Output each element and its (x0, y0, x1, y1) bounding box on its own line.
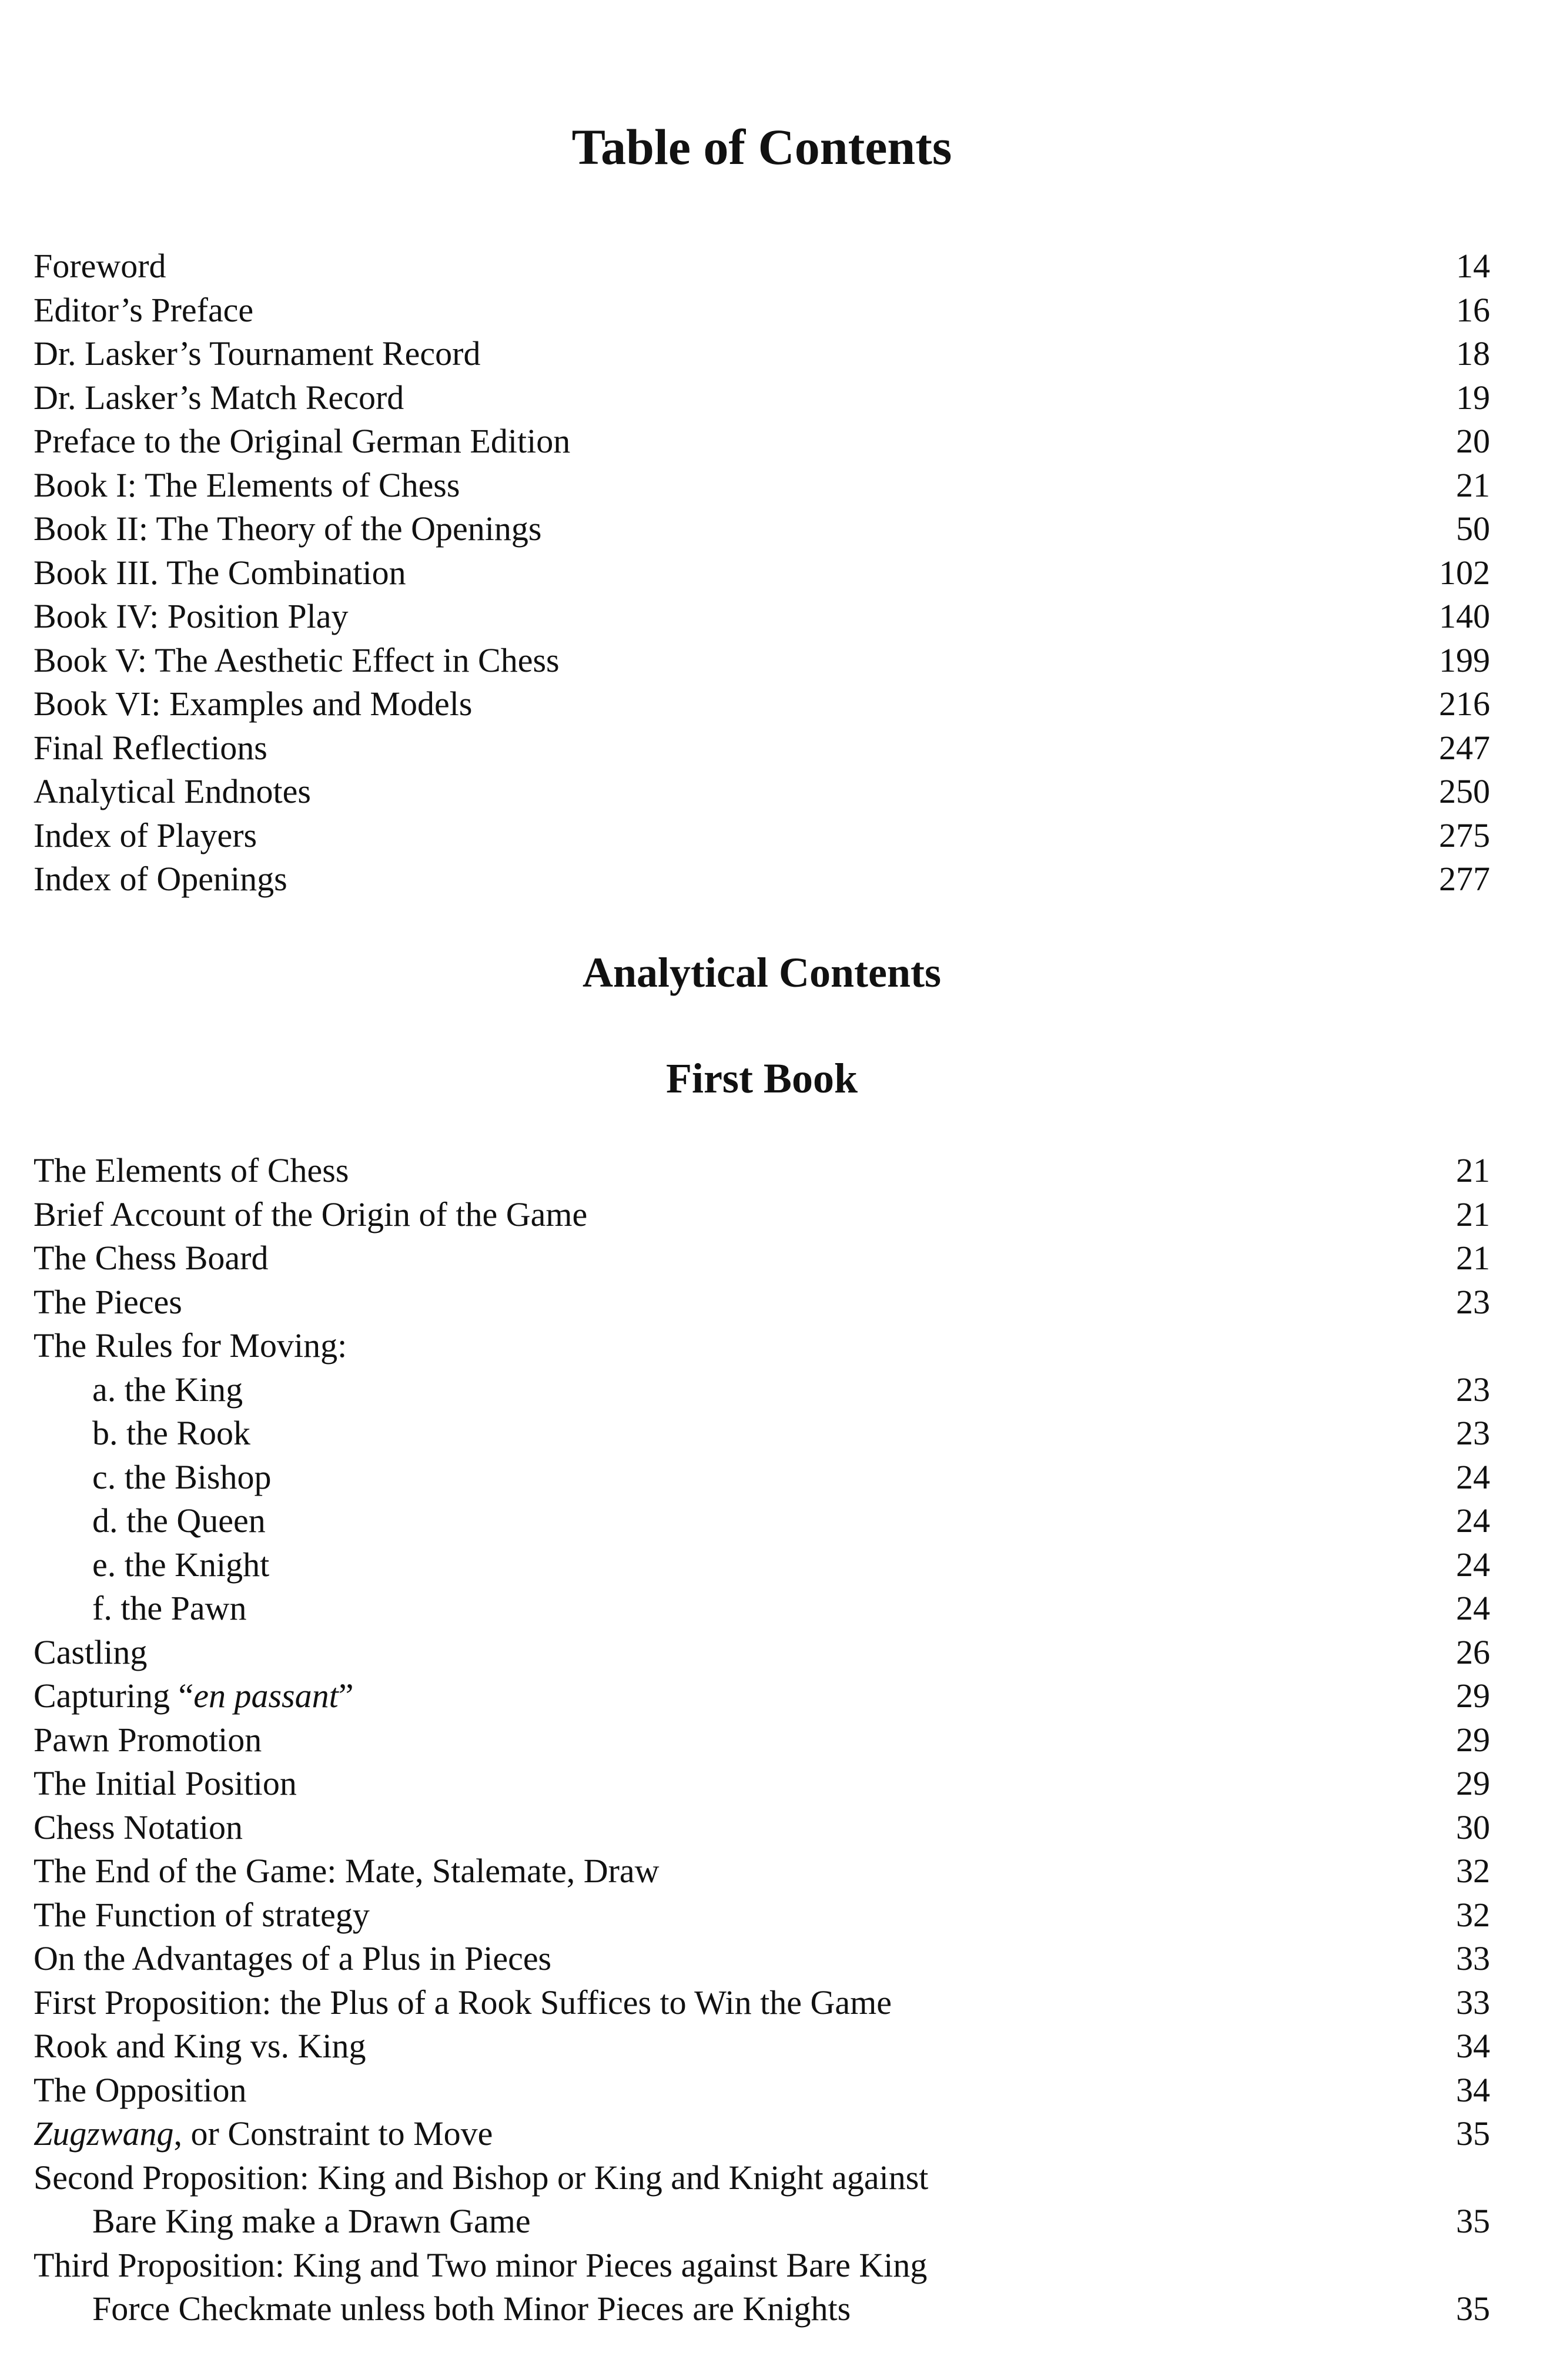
analytical-entry[interactable] (34, 1762, 1490, 1806)
entry-label: Chess Notation (34, 1808, 243, 1846)
entry-page-number: 102 (1439, 553, 1490, 592)
analytical-entry-continuation[interactable] (34, 2200, 1490, 2244)
entry-label: Brief Account of the Origin of the Game (34, 1195, 588, 1233)
entry-label: Book IV: Position Play (34, 597, 349, 635)
analytical-entry[interactable] (34, 2156, 1490, 2200)
entry-label: The End of the Game: Mate, Stalemate, Draw (34, 1852, 660, 1890)
analytical-subentry[interactable] (34, 1456, 1490, 1500)
analytical-entry[interactable] (34, 1718, 1490, 1762)
entry-page-number: 29 (1456, 1720, 1490, 1759)
analytical-entry[interactable] (34, 1631, 1490, 1675)
entry-label: Third Proposition: King and Two minor Pieces against Bare King (34, 2245, 928, 2284)
entry-label: Rook and King vs. King (34, 2027, 366, 2065)
entry-label: Force Checkmate unless both Minor Pieces are Knights (92, 2290, 851, 2328)
entry-page-number: 21 (1456, 1151, 1490, 1189)
entry-label: Book I: The Elements of Chess (34, 465, 460, 504)
analytical-entry[interactable] (34, 1193, 1490, 1237)
analytical-entry[interactable] (34, 1849, 1490, 1893)
entry-label: Bare King make a Drawn Game (92, 2202, 531, 2240)
entry-page-number: 34 (1456, 2070, 1490, 2109)
first-book-heading: First Book (665, 1055, 858, 1102)
toc-entry[interactable] (34, 639, 1490, 683)
toc-entry[interactable] (34, 551, 1490, 595)
entry-label: e. the Knight (92, 1545, 270, 1584)
entry-page-number: 247 (1439, 728, 1490, 767)
entry-label: The Chess Board (34, 1239, 269, 1277)
entry-page-number: 24 (1456, 1545, 1490, 1584)
analytical-entry[interactable] (34, 2244, 1490, 2288)
entry-label: Index of Openings (34, 860, 287, 898)
entry-label: Dr. Lasker’s Match Record (34, 378, 404, 417)
analytical-entry-continuation[interactable] (34, 2287, 1490, 2331)
analytical-entry[interactable] (34, 2112, 1490, 2156)
entry-page-number: 23 (1456, 1370, 1490, 1409)
entry-page-number: 277 (1439, 860, 1490, 898)
analytical-contents-title: Analytical Contents (583, 949, 941, 996)
entry-label: Analytical Endnotes (34, 772, 311, 810)
entry-page-number: 14 (1456, 247, 1490, 285)
entry-page-number: 16 (1456, 290, 1490, 329)
entry-label: Foreword (34, 247, 166, 285)
label-italic: en passant (193, 1677, 339, 1715)
entry-page-number: 35 (1456, 2114, 1490, 2153)
entry-label: The Opposition (34, 2070, 247, 2109)
toc-entry[interactable] (34, 507, 1490, 551)
toc-entry[interactable] (34, 289, 1490, 333)
entry-page-number: 23 (1456, 1414, 1490, 1452)
analytical-subentry[interactable] (34, 1587, 1490, 1631)
entry-page-number: 30 (1456, 1808, 1490, 1846)
entry-page-number: 24 (1456, 1501, 1490, 1540)
entry-label: Preface to the Original German Edition (34, 422, 571, 460)
entry-page-number: 20 (1456, 422, 1490, 460)
entry-page-number: 18 (1456, 334, 1490, 373)
entry-label: Castling (34, 1633, 148, 1671)
toc-entry[interactable] (34, 814, 1490, 858)
entry-page-number: 21 (1456, 1195, 1490, 1233)
entry-page-number: 50 (1456, 509, 1490, 548)
analytical-entry[interactable] (34, 1674, 1490, 1718)
entry-label: Editor’s Preface (34, 290, 254, 329)
entry-label: Final Reflections (34, 728, 267, 767)
entry-label: c. the Bishop (92, 1457, 272, 1496)
entry-label (34, 1674, 353, 1718)
toc-entry[interactable] (34, 420, 1490, 464)
toc-entry[interactable] (34, 244, 1490, 289)
label-suffix: , or Constraint to Move (173, 2114, 493, 2153)
analytical-entry[interactable] (34, 1806, 1490, 1850)
entry-page-number: 24 (1456, 1589, 1490, 1627)
entry-label: a. the King (92, 1370, 243, 1409)
entry-label: The Initial Position (34, 1764, 297, 1802)
toc-list (34, 244, 1490, 901)
entry-page-number: 19 (1456, 378, 1490, 417)
toc-entry[interactable] (34, 595, 1490, 639)
analytical-entry[interactable] (34, 1236, 1490, 1280)
entry-label: The Rules for Moving: (34, 1326, 347, 1365)
analytical-entry[interactable] (34, 2024, 1490, 2069)
entry-page-number: 21 (1456, 465, 1490, 504)
entry-page-number: 34 (1456, 2027, 1490, 2065)
entry-page-number: 32 (1456, 1895, 1490, 1934)
entry-page-number: 26 (1456, 1633, 1490, 1671)
entry-label: Second Proposition: King and Bishop or King and Knight against (34, 2158, 929, 2197)
entry-label: The Function of strategy (34, 1895, 370, 1934)
entry-label: Dr. Lasker’s Tournament Record (34, 334, 481, 373)
entry-label: Pawn Promotion (34, 1720, 262, 1759)
analytical-subentry[interactable] (34, 1499, 1490, 1543)
entry-page-number: 35 (1456, 2202, 1490, 2240)
entry-page-number: 33 (1456, 1983, 1490, 2022)
book-page (34, 0, 1490, 2380)
entry-label: b. the Rook (92, 1414, 251, 1452)
entry-page-number: 24 (1456, 1457, 1490, 1496)
entry-label: d. the Queen (92, 1501, 266, 1540)
toc-entry[interactable] (34, 857, 1490, 901)
entry-page-number: 199 (1439, 641, 1490, 679)
entry-label: Index of Players (34, 816, 257, 854)
entry-label: On the Advantages of a Plus in Pieces (34, 1939, 552, 1977)
analytical-entry[interactable] (34, 1893, 1490, 1937)
entry-label (34, 2112, 493, 2156)
table-of-contents-title: Table of Contents (571, 119, 952, 175)
entry-page-number: 140 (1439, 597, 1490, 635)
entry-label: The Elements of Chess (34, 1151, 349, 1189)
entry-label: First Proposition: the Plus of a Rook Suffices to Win the Game (34, 1983, 892, 2022)
analytical-entry[interactable] (34, 1324, 1490, 1368)
entry-page-number: 35 (1456, 2290, 1490, 2328)
entry-page-number: 275 (1439, 816, 1490, 854)
entry-page-number: 250 (1439, 772, 1490, 810)
analytical-contents-list (34, 1149, 1490, 2331)
toc-entry[interactable] (34, 332, 1490, 376)
label-italic: Zugzwang (34, 2114, 174, 2153)
toc-entry[interactable] (34, 464, 1490, 508)
entry-label: Book II: The Theory of the Openings (34, 509, 542, 548)
toc-entry[interactable] (34, 770, 1490, 814)
entry-label: The Pieces (34, 1282, 182, 1321)
entry-page-number: 23 (1456, 1282, 1490, 1321)
toc-entry[interactable] (34, 682, 1490, 726)
analytical-entry[interactable] (34, 1937, 1490, 1981)
analytical-subentry[interactable] (34, 1412, 1490, 1456)
analytical-entry[interactable] (34, 1149, 1490, 1193)
analytical-entry[interactable] (34, 1280, 1490, 1325)
toc-entry[interactable] (34, 376, 1490, 420)
analytical-entry[interactable] (34, 1981, 1490, 2025)
analytical-subentry[interactable] (34, 1543, 1490, 1587)
entry-label: f. the Pawn (92, 1589, 247, 1627)
analytical-subentry[interactable] (34, 1368, 1490, 1412)
entry-page-number: 32 (1456, 1852, 1490, 1890)
label-suffix: ” (338, 1677, 354, 1715)
entry-label: Book III. The Combination (34, 553, 406, 592)
entry-page-number: 216 (1439, 685, 1490, 723)
entry-page-number: 33 (1456, 1939, 1490, 1977)
toc-entry[interactable] (34, 726, 1490, 770)
analytical-entry[interactable] (34, 2069, 1490, 2113)
entry-page-number: 29 (1456, 1677, 1490, 1715)
entry-page-number: 21 (1456, 1239, 1490, 1277)
label-prefix: Capturing “ (34, 1677, 194, 1715)
entry-label: Book V: The Aesthetic Effect in Chess (34, 641, 560, 679)
entry-page-number: 29 (1456, 1764, 1490, 1802)
entry-label: Book VI: Examples and Models (34, 685, 473, 723)
